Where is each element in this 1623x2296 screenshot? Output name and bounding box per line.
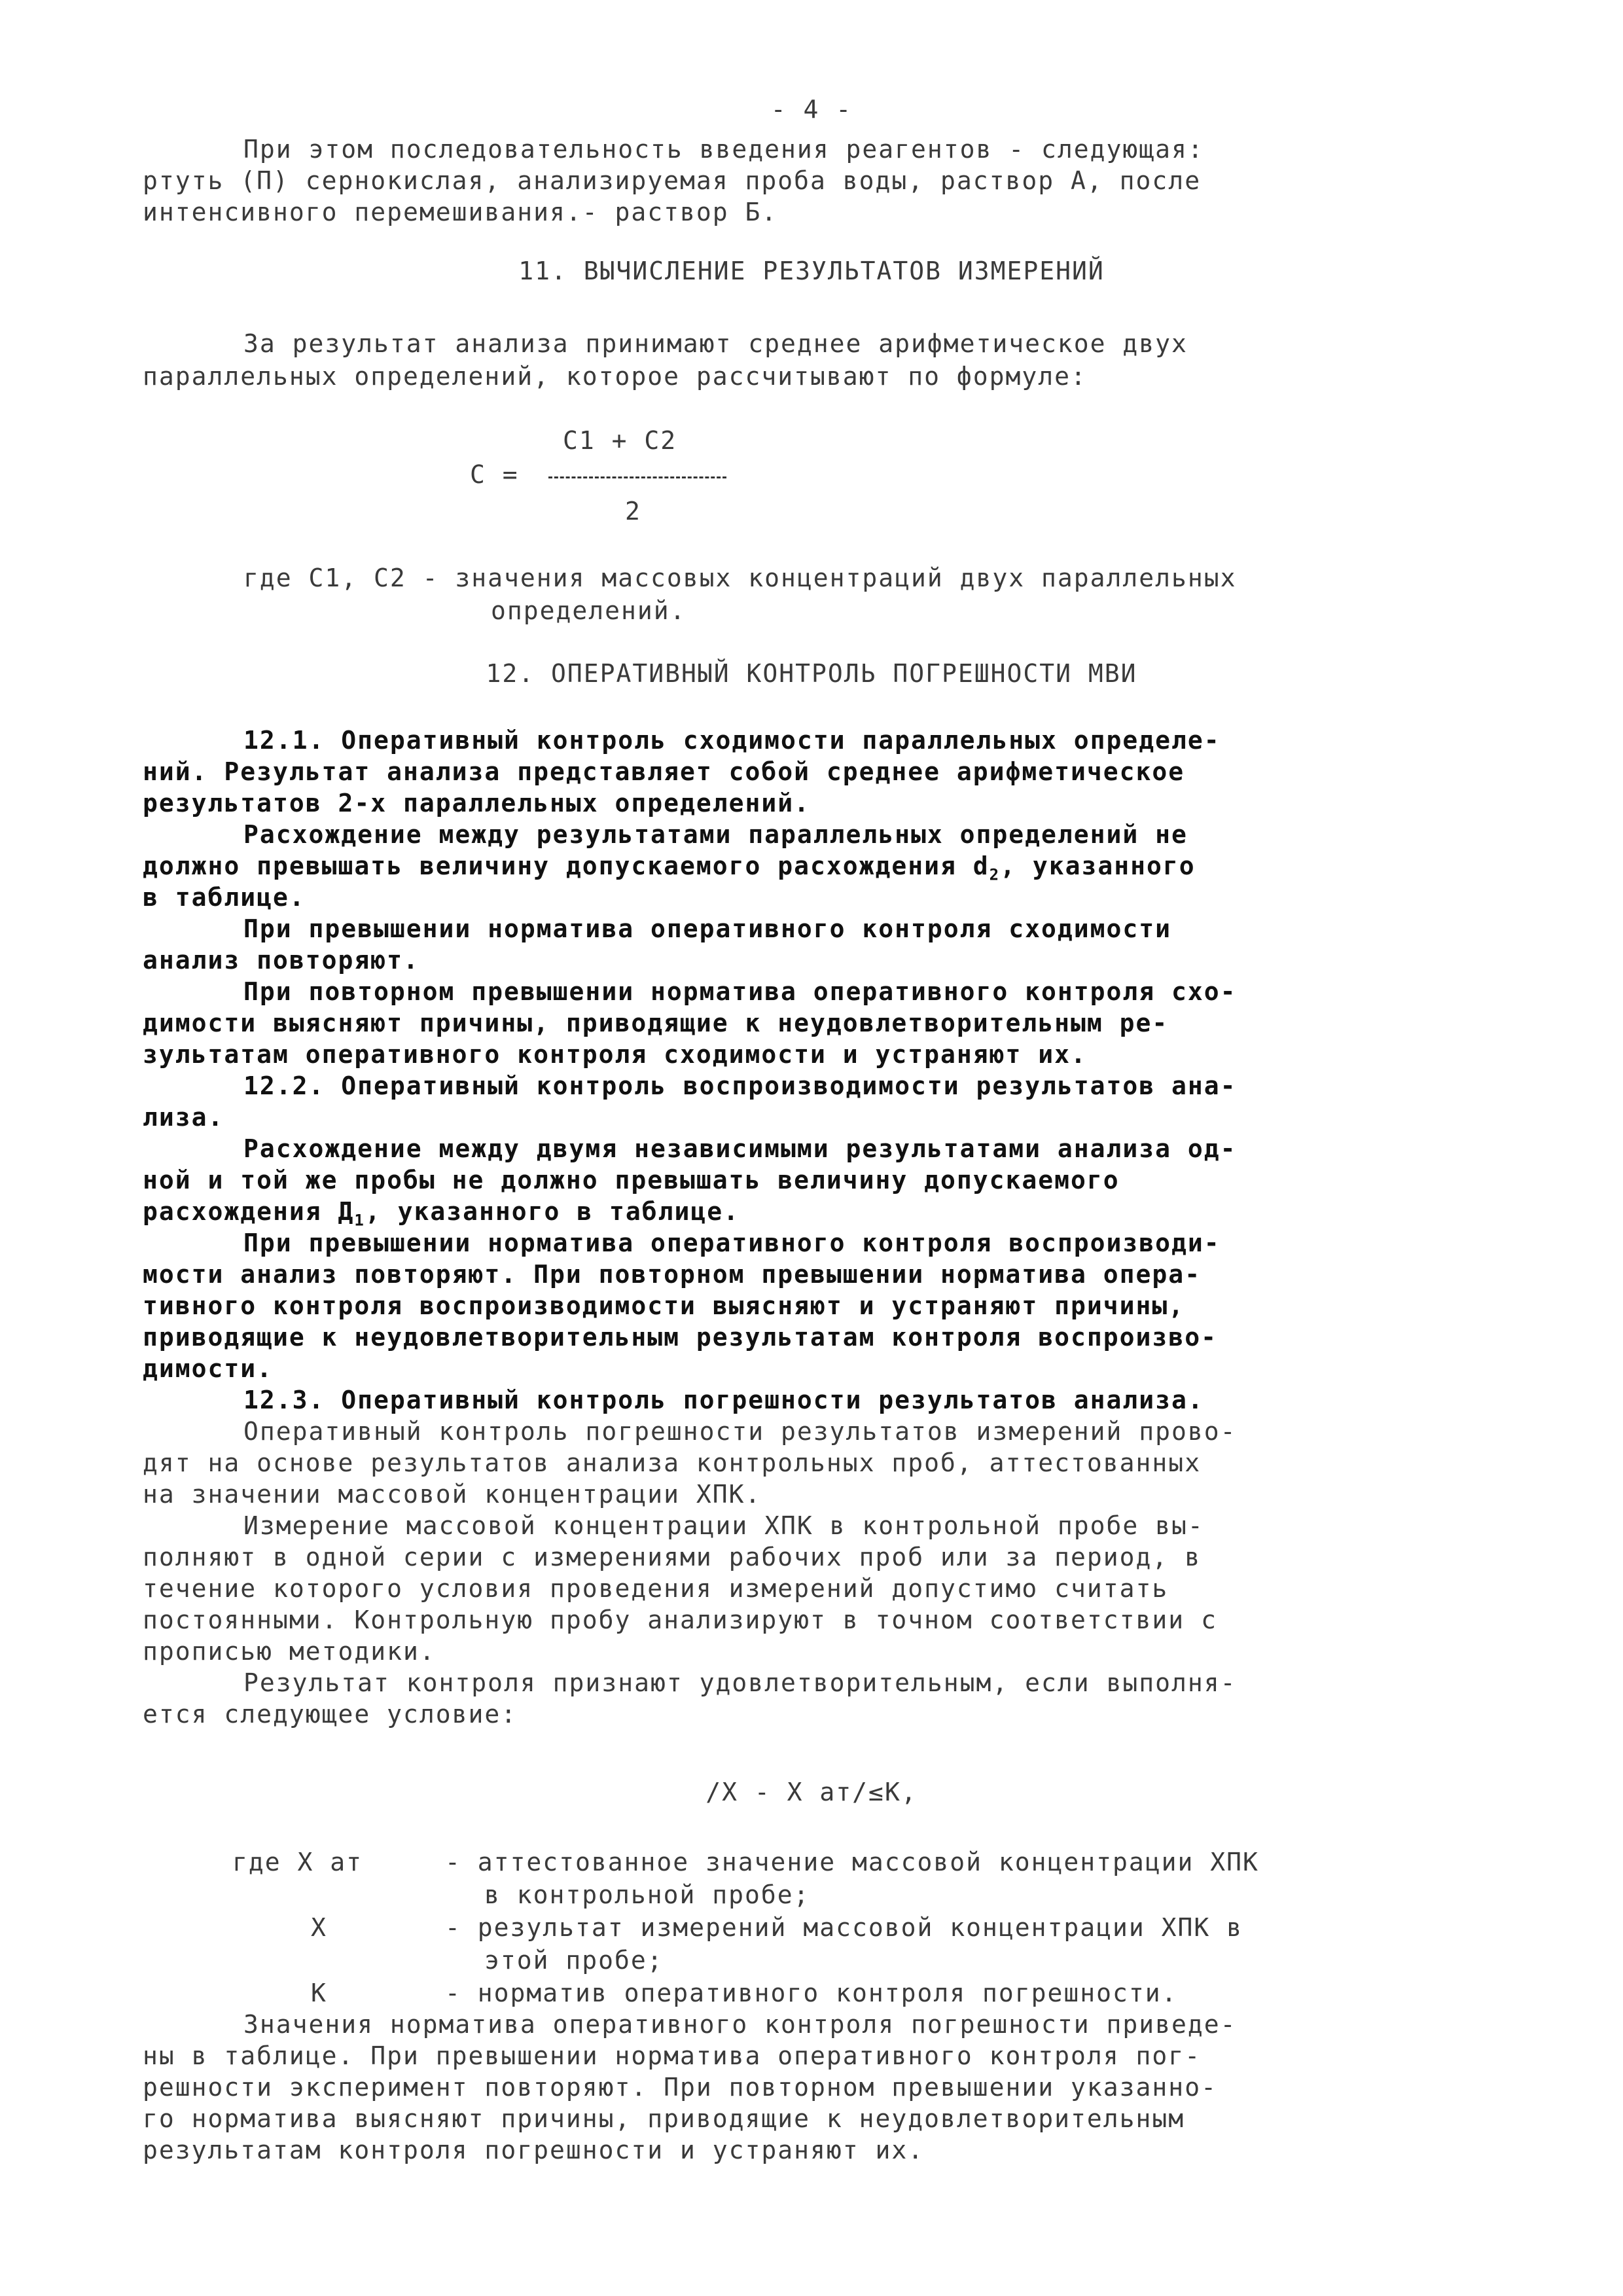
section-12-title: 12. ОПЕРАТИВНЫЙ КОНТРОЛЬ ПОГРЕШНОСТИ МВИ bbox=[486, 659, 1137, 688]
def-1-line-1: - аттестованное значение массовой концентрации ХПК bbox=[445, 1848, 1259, 1876]
p3-line-1: При превышении норматива оперативного контроля сходимости bbox=[243, 914, 1172, 943]
p9-line-3: на значении массовой концентрации ХПК. bbox=[143, 1480, 762, 1509]
p12-line-3: решности эксперимент повторяют. При повторном превышении указанно- bbox=[143, 2073, 1217, 2102]
p4-line-2: димости выясняют причины, приводящие к неудовлетворительным ре- bbox=[143, 1009, 1169, 1037]
p2-line-2-text: должно превышать величину допускаемого расхождения d bbox=[143, 852, 990, 880]
p7-line-2: мости анализ повторяют. При повторном превышении норматива опера- bbox=[143, 1260, 1202, 1289]
section-11-line-1: За результат анализа принимают среднее арифметическое двух bbox=[243, 329, 1188, 358]
def-3-term: K bbox=[311, 1979, 327, 2007]
p4-line-3: зультатам оперативного контроля сходимости и устраняют их. bbox=[143, 1040, 1087, 1069]
p5-line-2: лиза. bbox=[143, 1103, 224, 1132]
p10-line-3: течение которого условия проведения измерений допустимо считать bbox=[143, 1574, 1169, 1603]
def-2-line-2: этой пробе; bbox=[484, 1946, 664, 1975]
page-number: - 4 - bbox=[770, 95, 853, 124]
p10-line-1: Измерение массовой концентрации ХПК в контрольной пробе вы- bbox=[243, 1511, 1204, 1540]
p7-line-1: При превышении норматива оперативного контроля воспроизводи- bbox=[243, 1229, 1221, 1257]
formula-numerator: C1 + C2 bbox=[563, 426, 677, 455]
p2-line-2-tail: , указанного bbox=[1000, 852, 1196, 880]
section-11-title: 11. ВЫЧИСЛЕНИЕ РЕЗУЛЬТАТОВ ИЗМЕРЕНИЙ bbox=[518, 257, 1105, 285]
p11-line-1: Результат контроля признают удовлетворительным, если выполня- bbox=[243, 1668, 1237, 1697]
p4-line-1: При повторном превышении норматива оперативного контроля схо- bbox=[243, 977, 1237, 1006]
p6-line-3-text: расхождения Д bbox=[143, 1197, 355, 1226]
formula-where-line-2: определений. bbox=[491, 596, 687, 625]
p6-line-1: Расхождение между двумя независимыми результатами анализа од- bbox=[243, 1134, 1237, 1163]
formula-fraction-bar bbox=[548, 476, 726, 478]
p2-line-3: в таблице. bbox=[143, 883, 306, 912]
p7-line-5: димости. bbox=[143, 1354, 274, 1383]
p7-line-3: тивного контроля воспроизводимости выясняют и устраняют причины, bbox=[143, 1291, 1185, 1320]
p7-line-4: приводящие к неудовлетворительным результатам контроля воспроизво- bbox=[143, 1323, 1217, 1352]
def-1-term: где X ат bbox=[232, 1848, 363, 1876]
def-2-term: X bbox=[311, 1913, 327, 1942]
p6-line-3-tail: , указанного в таблице. bbox=[365, 1197, 740, 1226]
p12-line-5: результатам контроля погрешности и устраняют их. bbox=[143, 2136, 925, 2164]
p11-line-2: ется следующее условие: bbox=[143, 1700, 518, 1729]
p1-line-3: результатов 2-х параллельных определений. bbox=[143, 789, 810, 817]
p9-line-2: дят на основе результатов анализа контрольных проб, аттестованных bbox=[143, 1448, 1202, 1477]
p10-line-2: полняют в одной серии с измерениями рабочих проб или за период, в bbox=[143, 1543, 1202, 1571]
p10-line-5: прописью методики. bbox=[143, 1637, 436, 1666]
p12-line-1: Значения норматива оперативного контроля погрешности приведе- bbox=[243, 2010, 1237, 2039]
intro-line-1: При этом последовательность введения реагентов - следующая: bbox=[243, 135, 1204, 164]
formula-where-line-1: где C1, C2 - значения массовых концентраций двух параллельных bbox=[243, 564, 1237, 592]
p8-line-1: 12.3. Оперативный контроль погрешности результатов анализа. bbox=[243, 1386, 1204, 1414]
p6-line-2: ной и той же пробы не должно превышать величину допускаемого bbox=[143, 1166, 1120, 1194]
def-3-line-1: - норматив оперативного контроля погрешности. bbox=[445, 1979, 1178, 2007]
p10-line-4: постоянными. Контрольную пробу анализируют в точном соответствии с bbox=[143, 1605, 1217, 1634]
p12-line-4: го норматива выясняют причины, приводящие к неудовлетворительным bbox=[143, 2104, 1185, 2133]
p3-line-2: анализ повторяют. bbox=[143, 946, 419, 975]
def-2-line-1: - результат измерений массовой концентрации ХПК в bbox=[445, 1913, 1243, 1942]
p6-subscript: 1 bbox=[354, 1211, 365, 1230]
p12-line-2: ны в таблице. При превышении норматива оперативного контроля пог- bbox=[143, 2041, 1202, 2070]
def-1-line-2: в контрольной пробе; bbox=[484, 1880, 810, 1909]
formula-lhs: C = bbox=[470, 460, 519, 489]
intro-line-2: ртуть (П) сернокислая, анализируемая проба воды, раствор А, после bbox=[143, 166, 1202, 195]
p2-subscript: 2 bbox=[989, 865, 1001, 884]
p9-line-1: Оперативный контроль погрешности результатов измерений прово- bbox=[243, 1417, 1237, 1446]
intro-line-3: интенсивного перемешивания.- раствор Б. bbox=[143, 198, 778, 226]
p1-line-1: 12.1. Оперативный контроль сходимости параллельных определе- bbox=[243, 726, 1221, 755]
p2-line-1: Расхождение между результатами параллельных определений не bbox=[243, 820, 1188, 849]
formula-denominator: 2 bbox=[625, 497, 641, 526]
p5-line-1: 12.2. Оперативный контроль воспроизводимости результатов ана- bbox=[243, 1071, 1237, 1100]
condition-formula: /X - X ат/≤K, bbox=[705, 1778, 918, 1806]
section-11-line-2: параллельных определений, которое рассчитывают по формуле: bbox=[143, 362, 1087, 391]
p1-line-2: ний. Результат анализа представляет собой среднее арифметическое bbox=[143, 757, 1185, 786]
